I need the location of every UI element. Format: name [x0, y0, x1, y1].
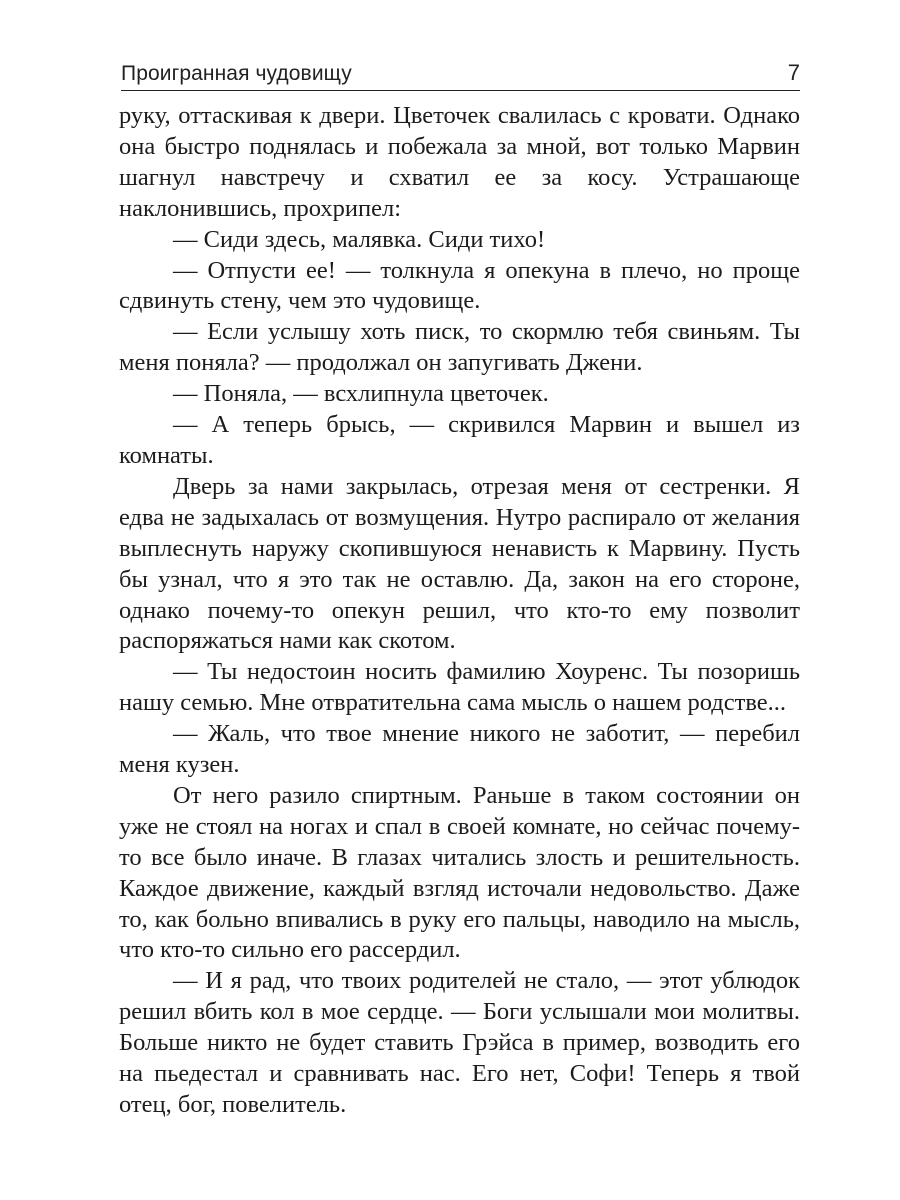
paragraph: От него разило спиртным. Раньше в таком состоянии он уже не стоял на ногах и спал в своей комнате, но сейчас почему-то все было иначе. В глазах читались злость и решительность. Каждое движение, каждый взгляд источали недовольство. Даже то, как больно впивались в руку его пальцы, наводило на мысль, что кто-то сильно его рассердил.: [119, 781, 800, 964]
paragraph: — И я рад, что твоих родителей не стало, — этот ублюдок решил вбить кол в мое сердце. — Боги услышали мои молитвы. Больше никто не будет ставить Грэйса в пример, возводить его на пьедестал и сравнивать нас. Его нет, Софи! Теперь я твой отец, бог, повелитель.: [119, 967, 800, 1118]
paragraph: — Ты недостоин носить фамилию Хоуренс. Ты позоришь нашу семью. Мне отвратительна сама мысль о нашем родстве...: [119, 658, 800, 717]
paragraph: — Жаль, что твое мнение никого не заботит, — перебил меня кузен.: [119, 720, 800, 779]
running-title: Проигранная чудовищу: [121, 62, 352, 85]
paragraph: — Сиди здесь, малявка. Сиди тихо!: [173, 225, 546, 253]
body-text: [119, 101, 800, 1121]
paragraph: — А теперь брысь, — скривился Марвин и вышел из комнаты.: [119, 411, 800, 469]
paragraph: Дверь за нами закрылась, отрезая меня от сестренки. Я едва не задыхалась от возмущения. Нутро распирало от желания выплеснуть наружу скопившуюся ненависть к Марвину. Пусть бы узнал, что я это так не оставлю. Да, закон на его стороне, однако почему-то опекун решил, что кто-то ему позволит распоряжаться нами как скотом.: [119, 472, 800, 655]
paragraph: — Если услышу хоть писк, то скормлю тебя свиньям. Ты меня поняла? — продолжал он запугивать Джени.: [119, 318, 800, 377]
page-number: 7: [787, 60, 800, 85]
page-header: [121, 58, 800, 91]
paragraph: — Поняла, — всхлипнула цветочек.: [173, 380, 549, 408]
paragraph: руку, оттаскивая к двери. Цветочек свалилась с кровати. Однако она быстро поднялась и побежала за мной, вот только Марвин шагнул навстречу и схватил ее за косу. Устрашающе наклонившись, прохрипел:: [119, 102, 800, 222]
paragraph: — Отпусти ее! — толкнула я опекуна в плечо, но проще сдвинуть стену, чем это чудовище.: [119, 256, 800, 315]
